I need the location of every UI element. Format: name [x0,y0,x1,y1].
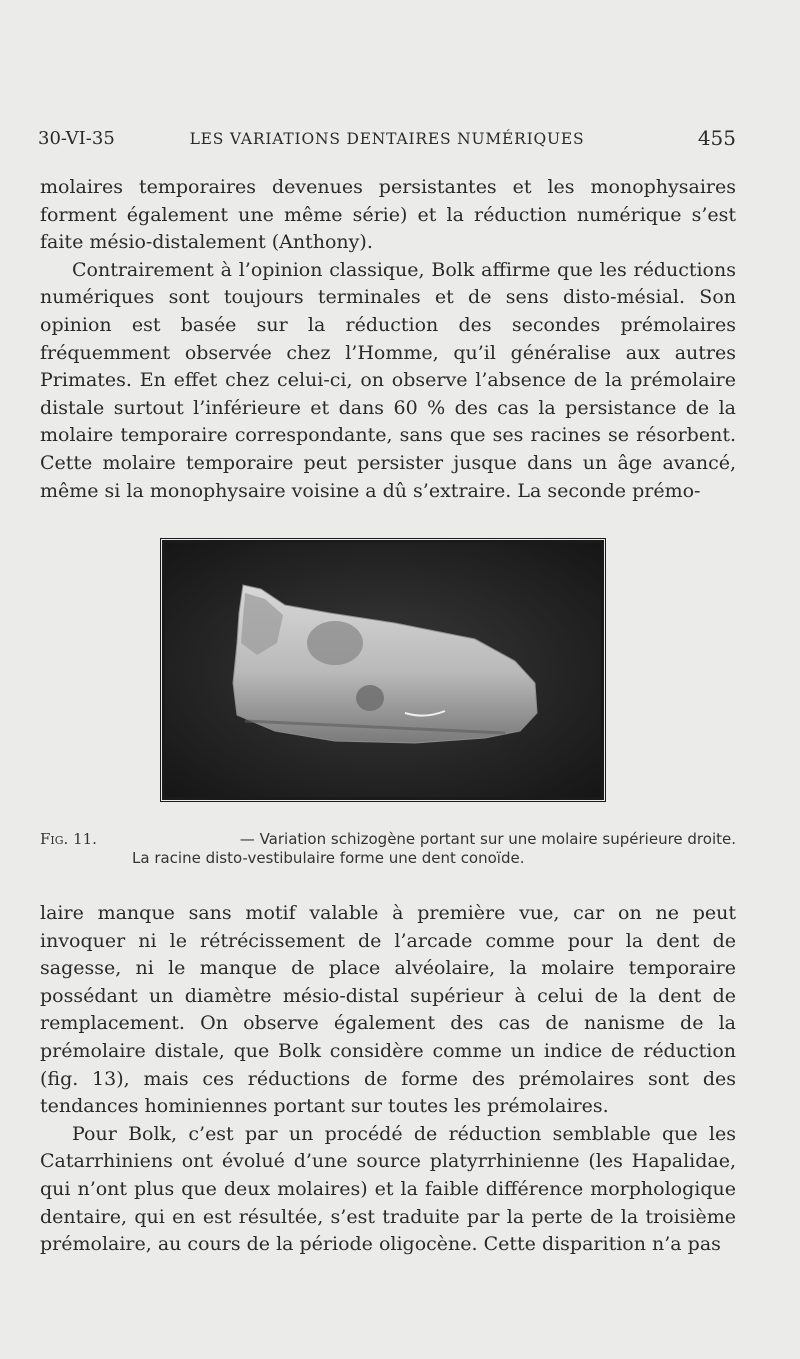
running-title: LES VARIATIONS DENTAIRES NUMÉRIQUES [189,130,585,148]
caption-line-2: La racine disto-vestibulaire forme une dent conoïde. [132,849,525,867]
header-date: 30-VI-35 [38,128,115,149]
caption-line-1: — Variation schizogène portant sur une molaire supérieure droite. [239,830,736,848]
running-header [38,124,736,158]
figure-label: Fig. 11. [40,830,97,848]
paragraph: Contrairement à l’opinion classique, Bolk affirme que les réductions numériques sont toujours terminales et de sens disto-mésial. Son opinion est basée sur la réduction des secondes prémolaires fréquemment observée chez l’Homme, qu’il généralise aux autres Primates. En effet chez celui-ci, on observe l’absence de la prémolaire distale surtout l’inférieure et dans 60 % des cas la persistance de la molaire temporaire correspondante, sans que ses racines se résorbent. Cette molaire temporaire peut persister jusque dans un âge avancé, même si la monophysaire voisine a dû s’extraire. La seconde prémo- [40,258,736,502]
paragraph: molaires temporaires devenues persistantes et les monophysaires forment également une même série) et la réduction numérique s’est faite mésio-distalement (Anthony). [40,176,736,254]
body-text-top [40,174,736,505]
tooth-photo-image [165,543,601,797]
figure-photo-tooth [162,540,604,800]
paragraph: laire manque sans motif valable à première vue, car on ne peut invoquer ni le rétrécissement de l’arcade comme pour la dent de sagesse, ni le manque de place alvéolaire, la molaire temporaire possédant un diamètre mésio-distal supérieur à celui de la dent de remplacement. On observe également des cas de nanisme de la prémolaire distale, que Bolk considère comme un indice de réduction (fig. 13), mais ces réductions de forme des prémolaires sont des tendances hominiennes portant sur toutes les prémolaires. [40,902,736,1118]
body-text-bottom [40,900,736,1259]
figure-caption [40,830,736,868]
page-number: 455 [697,126,736,150]
paragraph: Pour Bolk, c’est par un procédé de réduction semblable que les Catarrhiniens ont évolué d’une source platyrrhinienne (les Hapalidae, qui n’ont plus que deux molaires) et la faible différence morphologique dentaire, qui en est résultée, s’est traduite par la perte de la troisième prémolaire, au cours de la période oligocène. Cette disparition n’a pas [40,1122,736,1256]
